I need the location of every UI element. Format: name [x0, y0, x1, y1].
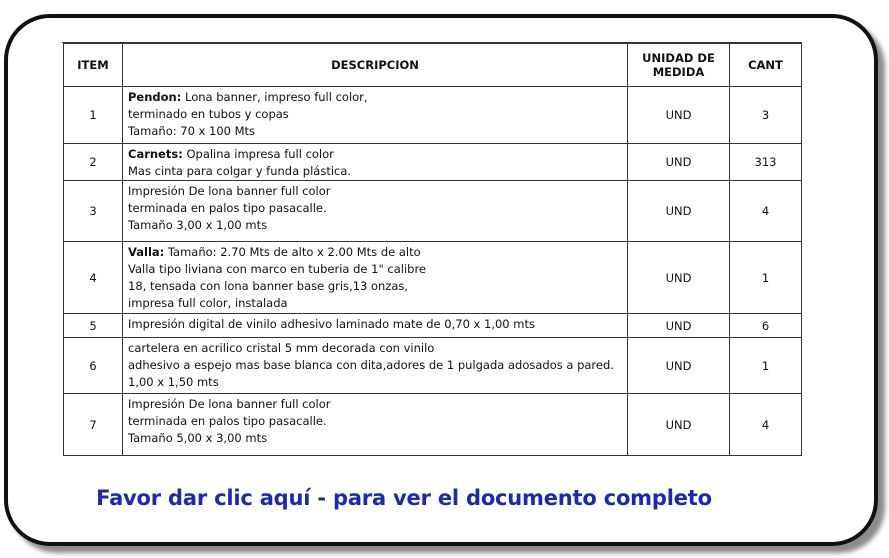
description-line: terminada en palos tipo pasacalle. — [128, 201, 327, 215]
description-line: Valla tipo liviana con marco en tuberia de 1" calibre — [128, 262, 427, 276]
header-unit — [628, 44, 730, 87]
row-description — [123, 314, 628, 338]
description-line: 1,00 x 1,50 mts — [128, 375, 219, 389]
row-item-number: 1 — [64, 87, 123, 144]
description-line: Mas cinta para colgar y funda plástica. — [128, 164, 352, 178]
row-quantity: 3 — [730, 87, 802, 144]
table-row — [64, 338, 802, 394]
description-first-line — [128, 244, 621, 261]
description-first-line — [128, 89, 621, 106]
description-item-name: Pendon: — [128, 90, 182, 104]
row-description — [123, 181, 628, 242]
row-item-number: 2 — [64, 144, 123, 181]
description-text: Tamaño: 2.70 Mts de alto x 2.00 Mts de alto — [164, 245, 421, 259]
row-description — [123, 144, 628, 181]
row-unit: UND — [628, 314, 730, 338]
description-text: cartelera en acrilico cristal 5 mm decorada con vinilo — [128, 341, 435, 355]
row-description — [123, 394, 628, 456]
row-item-number: 7 — [64, 394, 123, 456]
row-item-number: 3 — [64, 181, 123, 242]
description-first-line — [128, 340, 621, 357]
description-text: Lona banner, impreso full color, — [181, 90, 368, 104]
description-text: Impresión digital de vinilo adhesivo laminado mate de 0,70 x 1,00 mts — [128, 317, 535, 331]
description-line: terminado en tubos y copas — [128, 107, 289, 121]
description-item-name: Valla: — [128, 245, 165, 259]
description-first-line — [128, 146, 621, 163]
row-quantity: 313 — [730, 144, 802, 181]
table-header-row — [64, 44, 802, 87]
header-description: DESCRIPCION — [123, 44, 628, 87]
description-line: Tamaño 3,00 x 1,00 mts — [128, 218, 268, 232]
row-quantity: 1 — [730, 338, 802, 394]
description-line: terminada en palos tipo pasacalle. — [128, 414, 327, 428]
description-line: Tamaño 5,00 x 3,00 mts — [128, 431, 268, 445]
header-unit-line1: UNIDAD DE — [642, 51, 715, 65]
row-item-number: 5 — [64, 314, 123, 338]
row-unit: UND — [628, 242, 730, 314]
row-quantity: 1 — [730, 242, 802, 314]
items-table — [63, 43, 802, 456]
description-text: Impresión De lona banner full color — [128, 397, 331, 411]
row-item-number: 6 — [64, 338, 123, 394]
description-line: adhesivo a espejo mas base blanca con dita,adores de 1 pulgada adosados a pared. — [128, 358, 614, 372]
table-row — [64, 181, 802, 242]
header-unit-line2: MEDIDA — [652, 65, 705, 79]
table-row — [64, 144, 802, 181]
row-item-number: 4 — [64, 242, 123, 314]
row-description — [123, 242, 628, 314]
row-quantity: 4 — [730, 181, 802, 242]
description-text: Impresión De lona banner full color — [128, 184, 331, 198]
row-description — [123, 338, 628, 394]
row-unit: UND — [628, 87, 730, 144]
row-quantity: 6 — [730, 314, 802, 338]
row-unit: UND — [628, 394, 730, 456]
table-row — [64, 87, 802, 144]
description-item-name: Carnets: — [128, 147, 183, 161]
description-first-line — [128, 316, 621, 333]
row-unit: UND — [628, 181, 730, 242]
description-first-line — [128, 396, 621, 413]
table-row — [64, 242, 802, 314]
table-row — [64, 314, 802, 338]
view-full-document-link[interactable]: Favor dar clic aquí - para ver el documento completo — [96, 486, 712, 510]
document-excerpt — [58, 31, 810, 461]
description-line: Tamaño: 70 x 100 Mts — [128, 124, 256, 138]
table-row — [64, 394, 802, 456]
description-text: Opalina impresa full color — [182, 147, 334, 161]
description-first-line — [128, 183, 621, 200]
header-item: ITEM — [64, 44, 123, 87]
description-line: impresa full color, instalada — [128, 296, 288, 310]
row-quantity: 4 — [730, 394, 802, 456]
row-unit: UND — [628, 338, 730, 394]
row-description — [123, 87, 628, 144]
description-line: 18, tensada con lona banner base gris,13 onzas, — [128, 279, 409, 293]
row-unit: UND — [628, 144, 730, 181]
header-qty: CANT — [730, 44, 802, 87]
